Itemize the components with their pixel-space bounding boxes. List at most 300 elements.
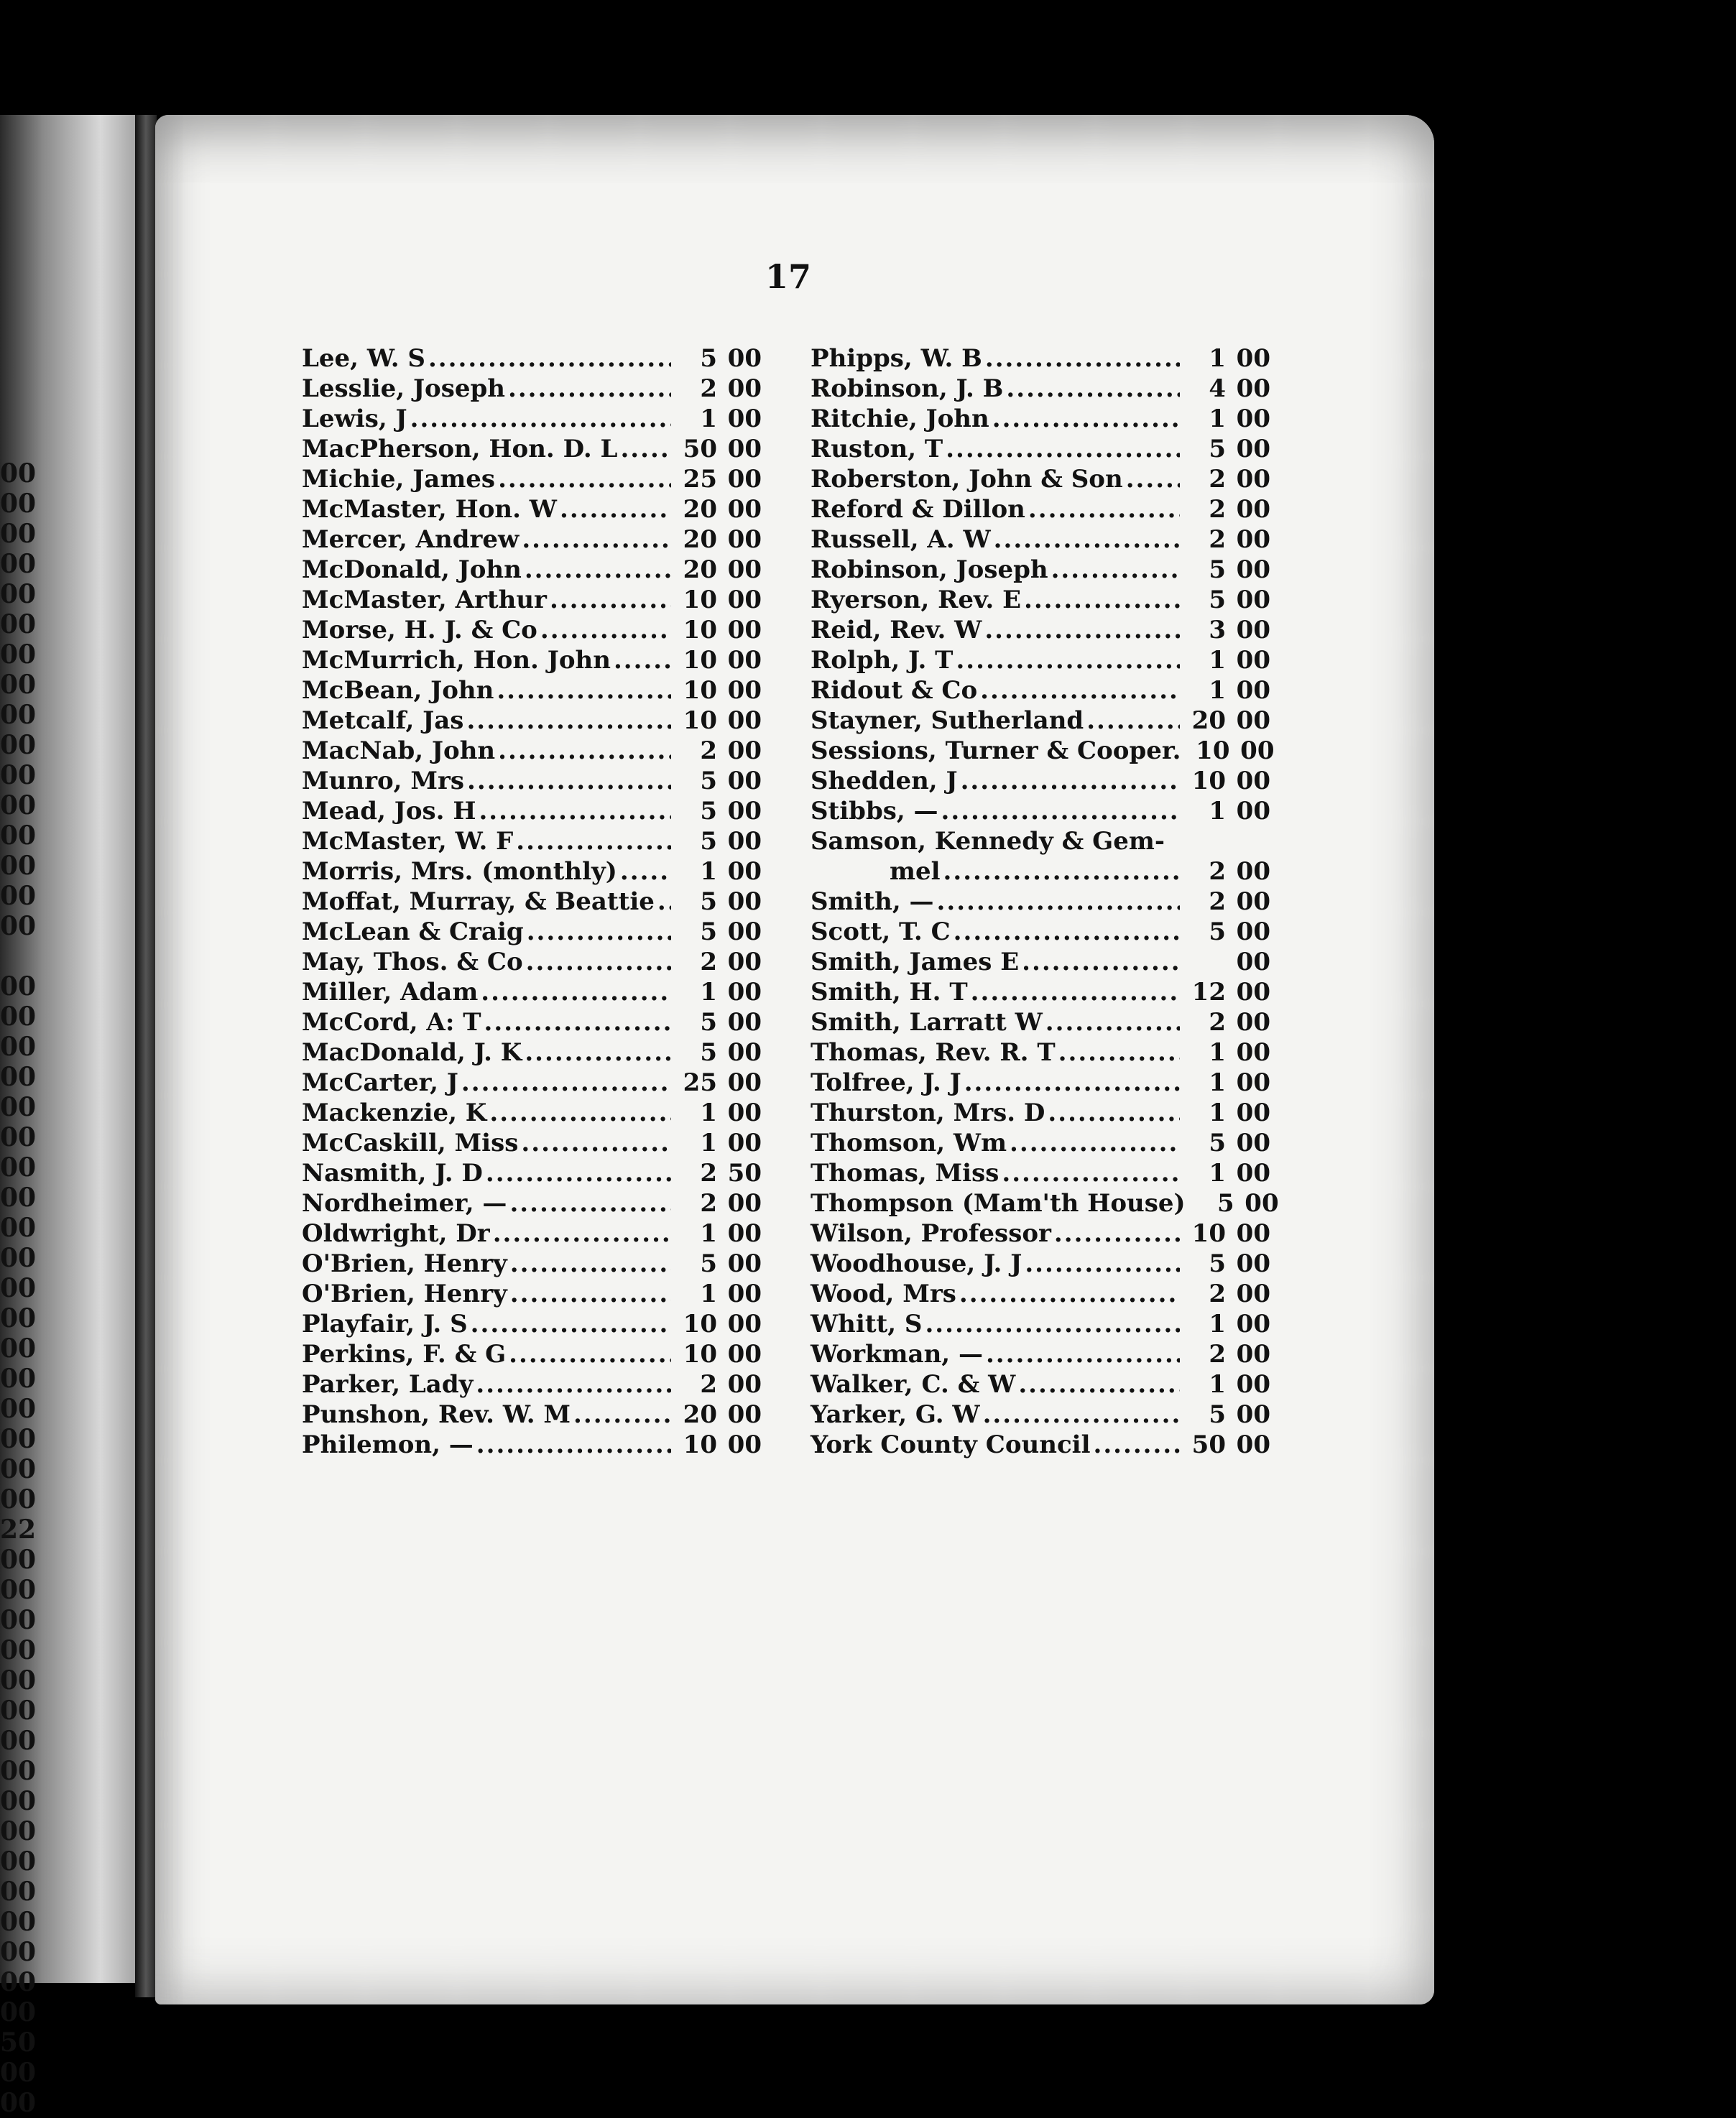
leader-dots xyxy=(941,796,1180,826)
amount-dollars: 1 xyxy=(1209,404,1226,433)
list-item xyxy=(302,1158,762,1188)
subscriber-name: McCarter, J xyxy=(302,1068,458,1097)
list-item xyxy=(302,977,762,1007)
amount-cents: 00 xyxy=(1236,1370,1270,1399)
leader-dots xyxy=(946,434,1180,464)
leader-dots xyxy=(467,766,671,796)
amount-dollars: 5 xyxy=(1209,1249,1226,1278)
facing-page-amount: 00 xyxy=(0,1122,37,1152)
list-item xyxy=(302,494,762,524)
amount-cents: 00 xyxy=(1236,1099,1270,1127)
amount-cents: 00 xyxy=(727,646,762,675)
amount-cents: 00 xyxy=(1236,374,1270,403)
amount-dollars: 10 xyxy=(683,706,717,735)
leader-dots xyxy=(510,1249,671,1279)
list-item xyxy=(811,1430,1270,1460)
amount-dollars: 10 xyxy=(683,616,717,644)
subscriber-name: Russell, A. W xyxy=(811,525,991,554)
list-item xyxy=(811,1400,1270,1430)
subscriber-name: Perkins, F. & G xyxy=(302,1340,507,1369)
list-item xyxy=(811,706,1270,736)
page-number: 17 xyxy=(765,257,812,296)
amount-dollars: 5 xyxy=(1209,1129,1226,1157)
subscriber-name: Thomson, Wm xyxy=(811,1129,1007,1157)
list-item xyxy=(302,555,762,585)
amount-cents: 00 xyxy=(1236,676,1270,705)
amount-cents: 00 xyxy=(1236,525,1270,554)
amount-cents: 00 xyxy=(1236,435,1270,463)
subscriber-name: Smith, H. T xyxy=(811,978,968,1007)
amount-cents: 00 xyxy=(1236,917,1270,946)
facing-page-amount: 00 xyxy=(0,1273,37,1303)
list-item xyxy=(302,343,762,374)
leader-dots xyxy=(498,736,671,766)
amount-dollars: 2 xyxy=(700,374,717,403)
amount-dollars: 5 xyxy=(700,827,717,856)
facing-page-amount: 00 xyxy=(0,1213,37,1243)
list-item xyxy=(302,766,762,796)
list-item xyxy=(302,464,762,494)
leader-dots xyxy=(540,615,671,645)
leader-dots xyxy=(1051,555,1180,585)
subscriber-name: mel xyxy=(890,857,941,886)
subscriber-name: Nordheimer, — xyxy=(302,1189,507,1218)
list-item xyxy=(302,1218,762,1249)
amount-cents: 00 xyxy=(1236,344,1270,373)
list-item xyxy=(302,1369,762,1400)
leader-dots xyxy=(956,645,1180,675)
amount-dollars: 1 xyxy=(1209,1310,1226,1338)
subscriber-name: Lee, W. S xyxy=(302,344,425,373)
leader-dots xyxy=(994,524,1180,555)
amount-cents: 00 xyxy=(1236,1038,1270,1067)
list-item xyxy=(811,1369,1270,1400)
amount-cents: 00 xyxy=(727,374,762,403)
amount-cents: 00 xyxy=(727,1008,762,1037)
amount-cents: 00 xyxy=(727,1219,762,1248)
amount-dollars: 10 xyxy=(1191,1219,1226,1248)
leader-dots xyxy=(479,796,671,826)
facing-page-amount: 00 xyxy=(0,609,37,639)
amount-dollars: 20 xyxy=(683,495,717,524)
amount-dollars: 5 xyxy=(700,797,717,826)
amount-cents: 00 xyxy=(727,1038,762,1067)
leader-dots xyxy=(925,1309,1180,1339)
leader-dots xyxy=(1086,706,1180,736)
amount-cents: 00 xyxy=(1236,857,1270,886)
subscriber-name: Wood, Mrs xyxy=(811,1280,956,1308)
list-item xyxy=(302,1098,762,1128)
leader-dots xyxy=(943,856,1180,887)
amount-dollars: 20 xyxy=(1191,706,1226,735)
facing-page-amount: 00 xyxy=(0,1394,37,1424)
subscriber-name: Morris, Mrs. (monthly) xyxy=(302,857,617,886)
list-item xyxy=(811,796,1270,826)
list-item xyxy=(811,1279,1270,1309)
amount-dollars: 10 xyxy=(1196,736,1230,765)
subscriber-name: Mead, Jos. H xyxy=(302,797,476,826)
list-item xyxy=(811,856,1270,887)
facing-page-amount: 00 xyxy=(0,881,37,911)
leader-dots xyxy=(466,706,671,736)
subscriber-name: Samson, Kennedy & Gem- xyxy=(811,827,1165,856)
leader-dots xyxy=(489,1098,671,1128)
amount-cents: 00 xyxy=(727,1249,762,1278)
leader-dots xyxy=(573,1400,671,1430)
leader-dots xyxy=(522,524,671,555)
amount-dollars: 5 xyxy=(700,1038,717,1067)
amount-dollars: 5 xyxy=(700,1008,717,1037)
amount-dollars: 1 xyxy=(700,857,717,886)
facing-page-amount: 00 xyxy=(0,1364,37,1394)
list-item xyxy=(302,856,762,887)
amount-dollars: 10 xyxy=(683,1340,717,1369)
amount-dollars: 2 xyxy=(700,948,717,976)
list-item xyxy=(811,1339,1270,1369)
amount-dollars: 1 xyxy=(700,1219,717,1248)
leader-dots xyxy=(476,1430,671,1460)
amount-cents: 00 xyxy=(1236,1340,1270,1369)
leader-dots xyxy=(471,1309,671,1339)
subscriber-name: Ridout & Co xyxy=(811,676,978,705)
subscriber-name: Reid, Rev. W xyxy=(811,616,982,644)
leader-dots xyxy=(971,977,1180,1007)
list-item xyxy=(811,1309,1270,1339)
list-item xyxy=(302,887,762,917)
subscriber-name: Wilson, Professor xyxy=(811,1219,1051,1248)
amount-cents: 00 xyxy=(1236,1219,1270,1248)
facing-page-amount: 00 xyxy=(0,790,37,820)
list-item xyxy=(811,766,1270,796)
list-item xyxy=(811,1128,1270,1158)
amount-dollars: 10 xyxy=(1191,767,1226,795)
amount-cents: 00 xyxy=(727,495,762,524)
amount-cents: 00 xyxy=(727,1340,762,1369)
amount-dollars: 20 xyxy=(683,555,717,584)
facing-page-amount: 00 xyxy=(0,1665,37,1696)
facing-page xyxy=(0,115,144,2118)
list-item xyxy=(811,826,1270,856)
subscriber-name: Ryerson, Rev. E xyxy=(811,586,1021,614)
amount-cents: 00 xyxy=(727,887,762,916)
subscriber-name: Miller, Adam xyxy=(302,978,479,1007)
amount-cents: 00 xyxy=(1236,797,1270,826)
list-item xyxy=(811,1068,1270,1098)
list-item xyxy=(302,645,762,675)
leader-dots xyxy=(1002,1158,1180,1188)
subscriber-name: Yarker, G. W xyxy=(811,1400,980,1429)
facing-page-amount: 00 xyxy=(0,1605,37,1635)
list-item xyxy=(302,917,762,947)
leader-dots xyxy=(486,1158,671,1188)
amount-dollars: 2 xyxy=(1209,887,1226,916)
list-item xyxy=(302,1339,762,1369)
list-item xyxy=(811,1037,1270,1068)
leader-dots xyxy=(620,434,671,464)
subscriber-name: O'Brien, Henry xyxy=(302,1280,507,1308)
subscriber-name: Thomas, Miss xyxy=(811,1159,999,1188)
leader-dots xyxy=(550,585,671,615)
leader-dots xyxy=(959,1279,1180,1309)
subscriber-name: Nasmith, J. D xyxy=(302,1159,483,1188)
amount-dollars: 25 xyxy=(683,1068,717,1097)
facing-page-amount: 00 xyxy=(0,519,37,549)
amount-cents: 00 xyxy=(1236,1008,1270,1037)
amount-cents: 00 xyxy=(727,948,762,976)
leader-dots xyxy=(525,1037,671,1068)
subscriber-name: Thompson (Mam'th House) xyxy=(811,1189,1186,1218)
list-item xyxy=(302,736,762,766)
book-spine xyxy=(135,115,157,1997)
leader-dots xyxy=(516,826,671,856)
facing-page-amount: 00 xyxy=(0,1032,37,1062)
amount-dollars: 5 xyxy=(1209,555,1226,584)
facing-page-amount: 00 xyxy=(0,1696,37,1726)
subscriber-name: McLean & Craig xyxy=(302,917,524,946)
amount-dollars: 2 xyxy=(1209,495,1226,524)
subscriber-name: Michie, James xyxy=(302,465,496,494)
facing-page-amount: 00 xyxy=(0,760,37,790)
leader-dots xyxy=(954,917,1180,947)
amount-cents: 00 xyxy=(1236,978,1270,1007)
amount-cents: 00 xyxy=(1236,555,1270,584)
leader-dots xyxy=(657,887,671,917)
subscriber-name: Stayner, Sutherland xyxy=(811,706,1084,735)
leader-dots xyxy=(510,1279,671,1309)
amount-dollars: 2 xyxy=(700,736,717,765)
leader-dots xyxy=(1006,374,1180,404)
amount-cents: 00 xyxy=(1236,1280,1270,1308)
subscriber-name: Ritchie, John xyxy=(811,404,989,433)
facing-page-amount: 00 xyxy=(0,2088,37,2118)
list-item xyxy=(811,464,1270,494)
leader-dots xyxy=(484,1007,671,1037)
subscriber-name: MacNab, John xyxy=(302,736,496,765)
leader-dots xyxy=(509,1339,671,1369)
amount-dollars: 1 xyxy=(700,1129,717,1157)
facing-page-amount: 00 xyxy=(0,1907,37,1937)
amount-dollars: 2 xyxy=(700,1370,717,1399)
subscriber-name: Thomas, Rev. R. T xyxy=(811,1038,1056,1067)
subscriber-name: Mackenzie, K xyxy=(302,1099,487,1127)
leader-dots xyxy=(481,977,671,1007)
amount-dollars: 1 xyxy=(1209,797,1226,826)
amount-cents: 00 xyxy=(1236,404,1270,433)
subscriber-name: Philemon, — xyxy=(302,1430,474,1459)
facing-page-amount: 00 xyxy=(0,1756,37,1786)
list-item xyxy=(302,1007,762,1037)
amount-cents: 00 xyxy=(1236,706,1270,735)
facing-page-amount: 00 xyxy=(0,1967,37,1997)
list-item xyxy=(811,947,1270,977)
amount-dollars: 1 xyxy=(1209,1038,1226,1067)
amount-dollars: 2 xyxy=(1209,465,1226,494)
amount-cents: 00 xyxy=(727,1068,762,1097)
amount-dollars: 2 xyxy=(1209,525,1226,554)
subscriber-name: Stibbs, — xyxy=(811,797,938,826)
amount-dollars: 20 xyxy=(683,525,717,554)
subscriber-name: Roberston, John & Son xyxy=(811,465,1123,494)
amount-cents: 00 xyxy=(1236,465,1270,494)
amount-cents: 00 xyxy=(727,827,762,856)
list-item xyxy=(811,494,1270,524)
facing-page-amount: 00 xyxy=(0,639,37,670)
amount-dollars: 1 xyxy=(1209,1159,1226,1188)
amount-dollars: 1 xyxy=(700,1099,717,1127)
leader-dots xyxy=(1025,1249,1180,1279)
amount-cents: 00 xyxy=(727,1189,762,1218)
list-item xyxy=(302,1279,762,1309)
amount-dollars: 5 xyxy=(700,1249,717,1278)
subscriber-name: Robinson, Joseph xyxy=(811,555,1048,584)
subscriber-name: May, Thos. & Co xyxy=(302,948,523,976)
amount-cents: 00 xyxy=(1236,887,1270,916)
amount-cents: 00 xyxy=(727,616,762,644)
amount-dollars: 2 xyxy=(1209,1340,1226,1369)
leader-dots xyxy=(992,404,1180,434)
amount-dollars: 5 xyxy=(1209,917,1226,946)
subscriber-name: Phipps, W. B xyxy=(811,344,982,373)
amount-dollars: 25 xyxy=(683,465,717,494)
subscriber-name: Thurston, Mrs. D xyxy=(811,1099,1045,1127)
amount-cents: 00 xyxy=(727,1280,762,1308)
subscriber-name: Lewis, J xyxy=(302,404,407,433)
amount-dollars: 5 xyxy=(700,767,717,795)
facing-page-amount: 00 xyxy=(0,1726,37,1756)
facing-page-amount: 00 xyxy=(0,2058,37,2088)
list-item xyxy=(811,374,1270,404)
amount-cents: 00 xyxy=(1236,1430,1270,1459)
subscriber-name: Robinson, J. B xyxy=(811,374,1004,403)
facing-page-amount: 50 xyxy=(0,2027,37,2058)
leader-dots xyxy=(509,1188,671,1218)
list-item xyxy=(302,1400,762,1430)
subscriber-name: O'Brien, Henry xyxy=(302,1249,507,1278)
subscriber-name: Reford & Dillon xyxy=(811,495,1025,524)
facing-page-amount: 00 xyxy=(0,1454,37,1484)
leader-dots xyxy=(1126,464,1180,494)
list-item xyxy=(811,585,1270,615)
amount-cents: 00 xyxy=(727,344,762,373)
facing-page-amount: 22 xyxy=(0,1514,37,1545)
list-item xyxy=(302,374,762,404)
subscriber-name: MacPherson, Hon. D. L xyxy=(302,435,618,463)
amount-cents: 00 xyxy=(727,555,762,584)
list-item xyxy=(811,524,1270,555)
facing-page-amount: 00 xyxy=(0,458,37,489)
amount-cents: 00 xyxy=(727,676,762,705)
amount-cents: 00 xyxy=(1240,736,1275,765)
leader-dots xyxy=(985,343,1180,374)
subscriber-name: Shedden, J xyxy=(811,767,958,795)
facing-page-amount: 00 xyxy=(0,851,37,881)
amount-dollars: 1 xyxy=(700,404,717,433)
amount-dollars: 5 xyxy=(1209,435,1226,463)
leader-dots xyxy=(964,1068,1180,1098)
amount-cents: 00 xyxy=(1236,1068,1270,1097)
amount-cents: 00 xyxy=(1236,1159,1270,1188)
amount-cents: 00 xyxy=(727,1129,762,1157)
subscriber-name: McMaster, W. F xyxy=(302,827,514,856)
list-item xyxy=(302,706,762,736)
list-item xyxy=(811,1249,1270,1279)
amount-dollars: 5 xyxy=(700,887,717,916)
list-item xyxy=(302,1430,762,1460)
amount-dollars: 10 xyxy=(683,676,717,705)
facing-page-amount: 00 xyxy=(0,1635,37,1665)
amount-dollars: 20 xyxy=(683,1400,717,1429)
leader-dots xyxy=(498,464,671,494)
leader-dots xyxy=(986,1339,1180,1369)
amount-cents: 00 xyxy=(1236,1400,1270,1429)
list-item xyxy=(302,1068,762,1098)
leader-dots xyxy=(614,645,671,675)
leader-dots xyxy=(1022,947,1180,977)
facing-page-amount: 00 xyxy=(0,1575,37,1605)
amount-cents: 00 xyxy=(1236,616,1270,644)
leader-dots xyxy=(526,947,671,977)
list-item xyxy=(302,1309,762,1339)
list-item xyxy=(811,1098,1270,1128)
leader-dots xyxy=(620,856,671,887)
facing-page-amount: 00 xyxy=(0,1545,37,1575)
leader-dots xyxy=(1010,1128,1180,1158)
list-item xyxy=(811,1158,1270,1188)
leader-dots xyxy=(410,404,671,434)
list-item xyxy=(811,1007,1270,1037)
subscriber-name: McMaster, Arthur xyxy=(302,586,547,614)
amount-cents: 00 xyxy=(1236,1129,1270,1157)
list-item xyxy=(302,1037,762,1068)
list-item xyxy=(811,615,1270,645)
subscriber-name: Walker, C. & W xyxy=(811,1370,1016,1399)
subscriber-name: Metcalf, Jas xyxy=(302,706,464,735)
subscriber-name: Whitt, S xyxy=(811,1310,923,1338)
facing-page-amount: 00 xyxy=(0,1816,37,1846)
facing-page-amount: 00 xyxy=(0,820,37,851)
amount-dollars: 1 xyxy=(700,1280,717,1308)
leader-dots xyxy=(983,1400,1180,1430)
list-item xyxy=(811,434,1270,464)
subscriber-name: Smith, Larratt W xyxy=(811,1008,1043,1037)
amount-dollars: 5 xyxy=(700,917,717,946)
facing-page-amount: 00 xyxy=(0,1002,37,1032)
amount-cents: 00 xyxy=(727,978,762,1007)
subscriber-name: McBean, John xyxy=(302,676,494,705)
amount-dollars: 1 xyxy=(1209,646,1226,675)
amount-cents: 00 xyxy=(1236,1310,1270,1338)
list-item xyxy=(811,645,1270,675)
facing-page-amount: 00 xyxy=(0,549,37,579)
facing-page-amount: 00 xyxy=(0,1997,37,2027)
amount-cents: 00 xyxy=(727,857,762,886)
subscriber-list-right xyxy=(811,343,1279,1460)
amount-cents: 00 xyxy=(727,706,762,735)
leader-dots xyxy=(937,887,1180,917)
list-item xyxy=(811,343,1270,374)
list-item xyxy=(302,1249,762,1279)
list-item xyxy=(811,1218,1270,1249)
leader-dots xyxy=(961,766,1180,796)
subscriber-name: Parker, Lady xyxy=(302,1370,474,1399)
list-item xyxy=(811,917,1270,947)
subscriber-name: Moffat, Murray, & Beattie xyxy=(302,887,655,916)
subscriber-name: Sessions, Turner & Cooper. xyxy=(811,736,1181,765)
amount-cents: 50 xyxy=(727,1159,762,1188)
leader-dots xyxy=(525,555,671,585)
facing-page-amount: 00 xyxy=(0,1786,37,1816)
facing-page-amount: 00 xyxy=(0,1333,37,1364)
